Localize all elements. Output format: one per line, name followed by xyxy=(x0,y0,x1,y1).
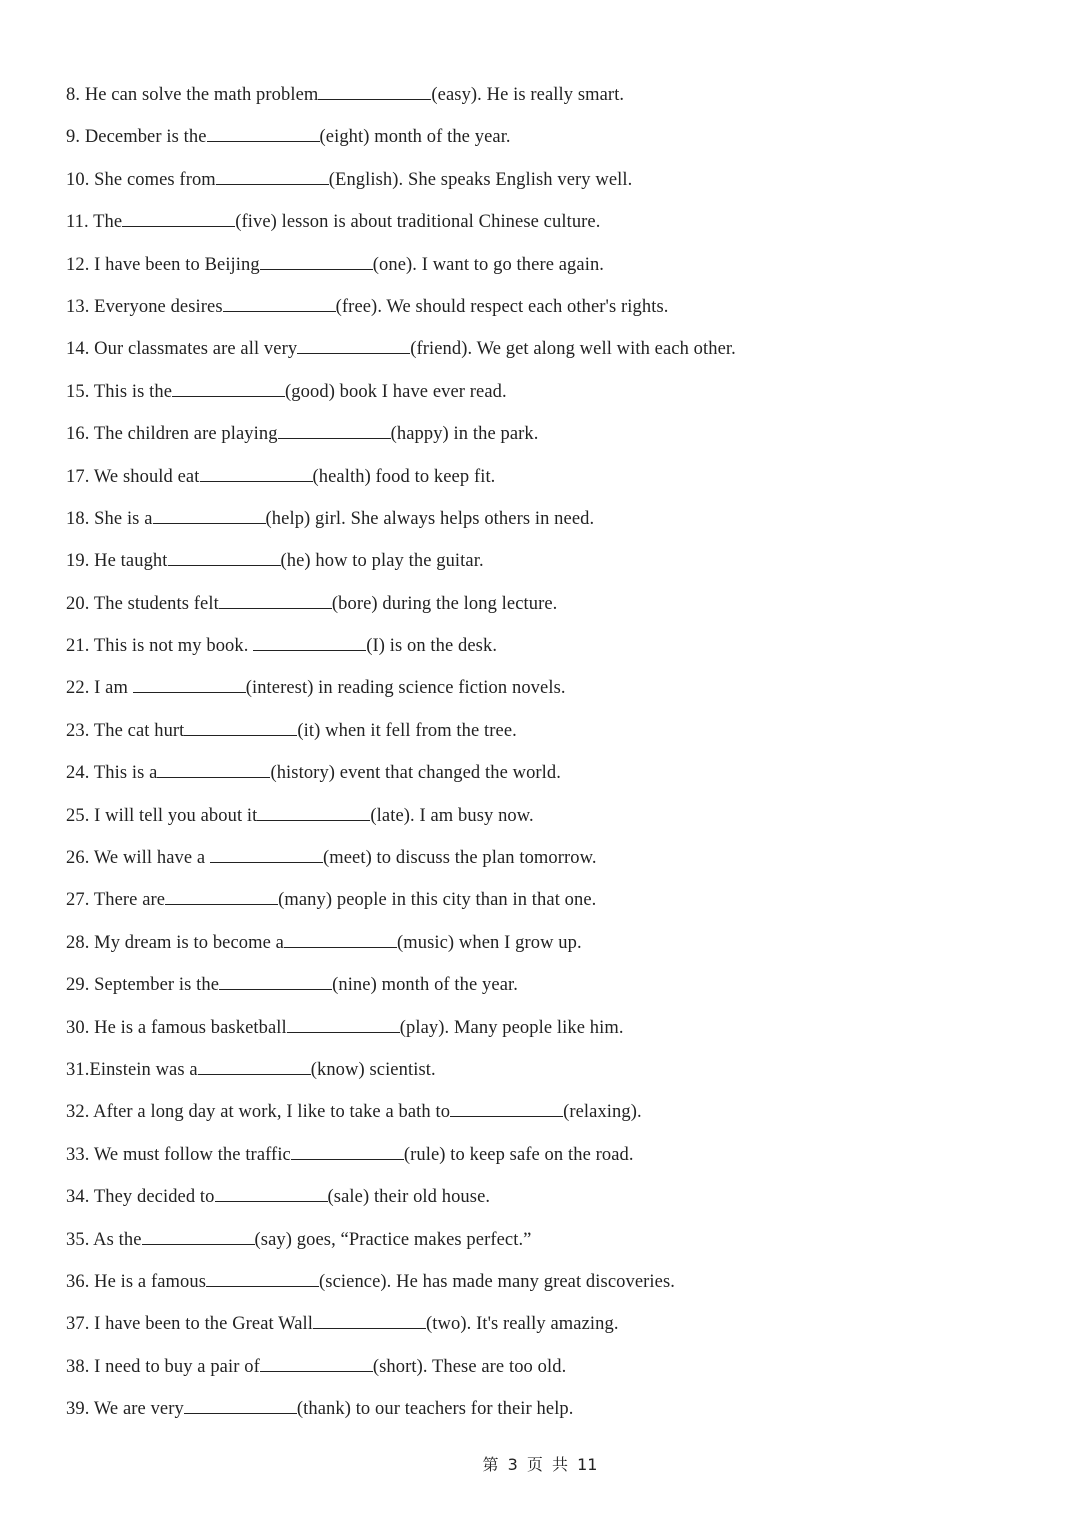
question-number: 36. xyxy=(66,1271,90,1292)
question-number: 38. xyxy=(66,1356,90,1377)
question-text-after: (play). Many people like him. xyxy=(399,1017,624,1038)
answer-blank[interactable] xyxy=(216,167,329,185)
answer-blank[interactable] xyxy=(219,591,332,609)
question-text-before: He can solve the math problem xyxy=(84,85,319,105)
question-34 xyxy=(66,1184,1026,1226)
question-text-after: (eight) month of the year. xyxy=(319,127,511,148)
answer-blank[interactable] xyxy=(184,1396,297,1414)
question-text-after: (help) girl. She always helps others in need. xyxy=(265,508,595,529)
question-text-after: (easy). He is really smart. xyxy=(431,85,625,105)
question-text-after: (sale) their old house. xyxy=(327,1187,491,1208)
question-14 xyxy=(66,336,1026,378)
question-19 xyxy=(66,548,1026,590)
question-number: 31. xyxy=(66,1059,90,1080)
question-text-after: (I) is on the desk. xyxy=(366,636,498,657)
page-footer xyxy=(0,1452,1080,1475)
question-text-after: (nine) month of the year. xyxy=(332,975,518,996)
question-text-after: (he) how to play the guitar. xyxy=(280,551,484,572)
question-number: 19. xyxy=(66,551,90,572)
question-number: 16. xyxy=(66,424,90,445)
question-text-before: September is the xyxy=(94,975,220,996)
question-text-after: (happy) in the park. xyxy=(390,424,539,445)
question-26 xyxy=(66,845,1026,887)
question-31 xyxy=(66,1057,1026,1099)
question-list xyxy=(66,82,1026,1439)
question-number: 33. xyxy=(66,1144,90,1165)
question-text-before: I will tell you about it xyxy=(94,805,258,826)
question-29 xyxy=(66,972,1026,1014)
question-number: 23. xyxy=(66,720,90,741)
question-number: 11. xyxy=(66,212,89,233)
question-number: 28. xyxy=(66,932,90,953)
question-number: 17. xyxy=(66,466,90,487)
question-text-after: (friend). We get along well with each other. xyxy=(410,339,736,360)
question-35 xyxy=(66,1227,1026,1269)
question-number: 15. xyxy=(66,381,90,402)
question-38 xyxy=(66,1354,1026,1396)
question-number: 12. xyxy=(66,254,90,275)
answer-blank[interactable] xyxy=(200,464,313,482)
answer-blank[interactable] xyxy=(291,1142,404,1160)
question-text-before: The xyxy=(93,212,123,233)
question-24 xyxy=(66,760,1026,802)
question-text-after: (know) scientist. xyxy=(310,1059,436,1080)
question-number: 24. xyxy=(66,763,90,784)
answer-blank[interactable] xyxy=(165,887,278,905)
question-text-before: We must follow the traffic xyxy=(93,1144,291,1165)
question-33 xyxy=(66,1142,1026,1184)
question-text-before: We should eat xyxy=(93,466,200,487)
question-text-before: I have been to Beijing xyxy=(94,254,260,275)
question-number: 13. xyxy=(66,296,90,317)
page-number-text: 第 3 页 共 11 xyxy=(482,1455,598,1474)
question-text-after: (good) book I have ever read. xyxy=(285,381,507,402)
question-28 xyxy=(66,930,1026,972)
question-36 xyxy=(66,1269,1026,1311)
answer-blank[interactable] xyxy=(219,972,332,990)
question-text-before: They decided to xyxy=(93,1187,215,1208)
question-number: 29. xyxy=(66,975,90,996)
question-text-before: My dream is to become a xyxy=(94,932,284,953)
question-number: 8. xyxy=(66,85,81,105)
answer-blank[interactable] xyxy=(184,718,297,736)
question-number: 14. xyxy=(66,339,90,360)
question-number: 30. xyxy=(66,1017,90,1038)
answer-blank[interactable] xyxy=(157,760,270,778)
answer-blank[interactable] xyxy=(223,294,336,312)
answer-blank[interactable] xyxy=(318,82,431,100)
question-13 xyxy=(66,294,1026,336)
question-text-before: We are very xyxy=(93,1399,184,1420)
question-text-before: This is the xyxy=(93,381,173,402)
question-text-after: (late). I am busy now. xyxy=(370,805,534,826)
question-27 xyxy=(66,887,1026,929)
answer-blank[interactable] xyxy=(207,124,320,142)
question-number: 26. xyxy=(66,848,90,869)
question-text-before: There are xyxy=(93,890,166,911)
answer-blank[interactable] xyxy=(278,421,391,439)
question-text-after: (thank) to our teachers for their help. xyxy=(296,1399,574,1420)
question-text-after: (bore) during the long lecture. xyxy=(331,593,558,614)
question-23 xyxy=(66,718,1026,760)
question-text-after: (it) when it fell from the tree. xyxy=(297,720,517,741)
answer-blank[interactable] xyxy=(297,336,410,354)
question-16 xyxy=(66,421,1026,463)
question-text-after: (meet) to discuss the plan tomorrow. xyxy=(322,848,597,869)
answer-blank[interactable] xyxy=(260,252,373,270)
answer-blank[interactable] xyxy=(153,506,266,524)
question-number: 9. xyxy=(66,127,81,148)
answer-blank[interactable] xyxy=(206,1269,319,1287)
question-12 xyxy=(66,252,1026,294)
question-17 xyxy=(66,464,1026,506)
question-text-after: (free). We should respect each other's rights. xyxy=(335,296,669,317)
question-number: 21. xyxy=(66,636,90,657)
question-text-after: (history) event that changed the world. xyxy=(270,763,561,784)
question-text-before: Everyone desires xyxy=(94,296,223,317)
question-text-before: I am xyxy=(94,678,133,699)
question-text-after: (rule) to keep safe on the road. xyxy=(403,1144,634,1165)
question-text-before: He is a famous basketball xyxy=(94,1017,287,1038)
question-text-before: She is a xyxy=(94,508,153,529)
question-10 xyxy=(66,167,1026,209)
question-number: 32. xyxy=(66,1102,90,1123)
question-8 xyxy=(66,82,1026,124)
question-text-after: (science). He has made many great discoveries. xyxy=(319,1271,675,1292)
question-text-after: (five) lesson is about traditional Chinese culture. xyxy=(235,212,601,233)
answer-blank[interactable] xyxy=(450,1099,563,1117)
question-number: 20. xyxy=(66,593,90,614)
question-9 xyxy=(66,124,1026,166)
answer-blank[interactable] xyxy=(198,1057,311,1075)
question-text-before: This is a xyxy=(93,763,158,784)
question-text-before: The children are playing xyxy=(93,424,278,445)
question-number: 39. xyxy=(66,1399,90,1420)
question-number: 34. xyxy=(66,1187,90,1208)
question-text-before: I need to buy a pair of xyxy=(94,1356,260,1377)
question-text-after: (music) when I grow up. xyxy=(396,932,582,953)
question-text-before: He taught xyxy=(94,551,168,572)
question-30 xyxy=(66,1015,1026,1057)
question-32 xyxy=(66,1099,1026,1141)
question-39 xyxy=(66,1396,1026,1438)
question-number: 37. xyxy=(66,1314,90,1335)
question-text-before: Our classmates are all very xyxy=(94,339,298,360)
question-text-before: She comes from xyxy=(94,169,216,190)
question-number: 27. xyxy=(66,890,90,911)
answer-blank[interactable] xyxy=(260,1354,373,1372)
question-text-after: (say) goes, “Practice makes perfect.” xyxy=(254,1229,532,1250)
question-37 xyxy=(66,1311,1026,1353)
question-20 xyxy=(66,591,1026,633)
answer-blank[interactable] xyxy=(284,930,397,948)
question-number: 22. xyxy=(66,678,90,699)
answer-blank[interactable] xyxy=(142,1227,255,1245)
question-text-before: After a long day at work, I like to take a bath to xyxy=(93,1102,451,1123)
question-25 xyxy=(66,803,1026,845)
question-text-after: (many) people in this city than in that one. xyxy=(278,890,597,911)
question-15 xyxy=(66,379,1026,421)
question-11 xyxy=(66,209,1026,251)
question-text-after: (health) food to keep fit. xyxy=(312,466,496,487)
question-text-after: (relaxing). xyxy=(563,1102,642,1123)
answer-blank[interactable] xyxy=(122,209,235,227)
question-text-before: Einstein was a xyxy=(89,1059,198,1080)
question-text-before: I have been to the Great Wall xyxy=(94,1314,314,1335)
question-18 xyxy=(66,506,1026,548)
question-22 xyxy=(66,675,1026,717)
question-text-before: The students felt xyxy=(93,593,219,614)
question-text-after: (interest) in reading science fiction novels. xyxy=(245,678,566,699)
question-text-after: (English). She speaks English very well. xyxy=(328,169,633,190)
question-text-after: (one). I want to go there again. xyxy=(372,254,605,275)
question-text-after: (short). These are too old. xyxy=(372,1356,567,1377)
question-text-before: The cat hurt xyxy=(93,720,185,741)
question-text-before: As the xyxy=(93,1229,142,1250)
answer-blank[interactable] xyxy=(168,548,281,566)
question-text-before: He is a famous xyxy=(94,1271,207,1292)
question-number: 35. xyxy=(66,1229,90,1250)
question-text-after: (two). It's really amazing. xyxy=(426,1314,619,1335)
answer-blank[interactable] xyxy=(172,379,285,397)
question-text-before: We will have a xyxy=(93,848,210,869)
answer-blank[interactable] xyxy=(253,633,366,651)
question-text-before: This is not my book. xyxy=(93,636,254,657)
question-text-before: December is the xyxy=(84,127,207,148)
question-number: 25. xyxy=(66,805,90,826)
answer-blank[interactable] xyxy=(210,845,323,863)
answer-blank[interactable] xyxy=(313,1311,426,1329)
question-21 xyxy=(66,633,1026,675)
answer-blank[interactable] xyxy=(257,803,370,821)
question-number: 10. xyxy=(66,169,90,190)
answer-blank[interactable] xyxy=(287,1015,400,1033)
answer-blank[interactable] xyxy=(133,675,246,693)
answer-blank[interactable] xyxy=(215,1184,328,1202)
question-number: 18. xyxy=(66,508,90,529)
